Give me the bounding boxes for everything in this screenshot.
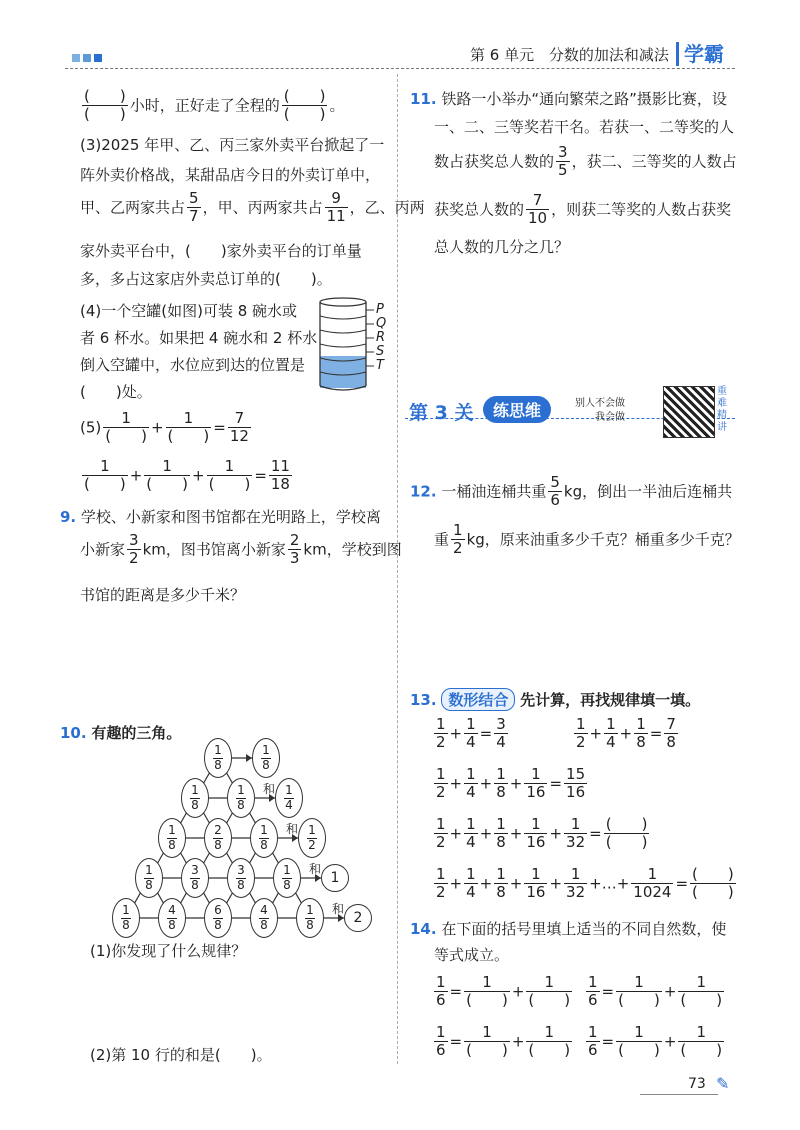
- triangle-cell: $\frac{2}{8}$: [204, 818, 232, 858]
- triangle-diagram: [90, 740, 390, 940]
- triangle-cell: $\frac{1}{8}$: [135, 858, 163, 898]
- header-unit: 第 6 单元 分数的加法和减法: [470, 46, 669, 64]
- q11-line4: 获奖总人数的 $\frac{7}{10}$ ，则获二等奖的人数占获奖: [434, 191, 732, 228]
- sum-label: 和: [309, 862, 322, 876]
- triangle-cell: $\frac{6}{8}$: [204, 898, 232, 938]
- q14-line2: 等式成立。: [434, 946, 510, 964]
- top-line: $\frac{( )}{( )}$ 小时，正好走了全程的 $\frac{( )}{( )}$ 。: [84, 87, 345, 124]
- level-label: 第 3 关: [409, 402, 474, 424]
- q5-line1: (5) $\frac{1}{( )}$ + $\frac{1}{( )}$ = $\frac{7}{12}$: [80, 409, 249, 446]
- q11-line3: 数占获奖总人数的 $\frac{3}{5}$ ，获二、三等奖的人数占: [434, 143, 737, 180]
- q13-eq5: $\frac{1}{2}$ + $\frac{1}{4}$ + $\frac{1}{8}$ + $\frac{1}{16}$ + $\frac{1}{32}$ +…+ $\frac{1}{1024}$ = $\frac{( )}{( )}$: [436, 865, 734, 902]
- q14-eq1: $\frac{1}{6}$ = $\frac{1}{( )}$ + $\frac{1}{( )}$: [436, 973, 571, 1010]
- q14-eq2: $\frac{1}{6}$ = $\frac{1}{( )}$ + $\frac{1}{( )}$: [588, 973, 723, 1010]
- q12-line1: 12. 一桶油连桶共重 $\frac{5}{6}$ kg，倒出一半油后连桶共: [410, 473, 733, 510]
- q10-sub1: (1)你发现了什么规律？: [90, 942, 247, 960]
- qr-code[interactable]: [663, 386, 715, 438]
- triangle-cell: $\frac{1}{8}$: [158, 818, 186, 858]
- triangle-cell: $\frac{1}{8}$: [112, 898, 140, 938]
- triangle-cell: $\frac{1}{8}$: [296, 898, 324, 938]
- sum-label: 和: [263, 782, 276, 796]
- q9-line2: 小新家 $\frac{3}{2}$ km，图书馆离小新家 $\frac{2}{3}$ km，学校到图: [80, 531, 402, 568]
- q11-line2: 一、二、三等奖若干名。若获一、二等奖的人: [434, 118, 735, 136]
- water-can-figure: [318, 296, 388, 392]
- level-name: 练思维: [483, 396, 551, 423]
- q4-line1: (4)一个空罐(如图)可装 8 碗水或: [80, 302, 298, 320]
- triangle-cell: $\frac{1}{8}$: [204, 738, 232, 778]
- header-decoration: [72, 48, 102, 66]
- level-banner: [405, 386, 735, 440]
- header-rule: [65, 68, 735, 69]
- level-note1: 别人不会做: [575, 398, 625, 409]
- can-label-t: T: [376, 358, 384, 373]
- triangle-cell: $\frac{1}{8}$: [273, 858, 301, 898]
- q4-line3: 倒入空罐中，水位应到达的位置是: [80, 356, 306, 374]
- pencil-icon: ✎: [716, 1074, 730, 1093]
- q3-line1: (3)2025 年甲、乙、丙三家外卖平台掀起了一: [80, 136, 385, 154]
- triangle-cell: $\frac{1}{8}$: [181, 778, 209, 818]
- q14-eq4: $\frac{1}{6}$ = $\frac{1}{( )}$ + $\frac{1}{( )}$: [588, 1023, 723, 1060]
- brand-logo: 学霸: [676, 38, 724, 67]
- q3-line2: 阵外卖价格战，某甜品店今日的外卖订单中，: [80, 166, 381, 184]
- q12-line2: 重 $\frac{1}{2}$ kg，原来油重多少千克？桶重多少千克？: [434, 521, 740, 558]
- triangle-cell: $\frac{3}{8}$: [227, 858, 255, 898]
- q10-sub2: (2)第 10 行的和是( )。: [90, 1046, 272, 1064]
- q14-line1: 14. 在下面的括号里填上适当的不同自然数，使: [410, 920, 727, 938]
- triangle-row-sum: $\frac{1}{4}$: [275, 778, 303, 818]
- footer-rule: [640, 1094, 718, 1095]
- triangle-cell: $\frac{4}{8}$: [250, 898, 278, 938]
- q3-line4: 家外卖平台中，( )家外卖平台的订单量: [80, 242, 362, 260]
- sum-label: 和: [286, 822, 299, 836]
- triangle-row-sum: $\frac{1}{2}$: [298, 818, 326, 858]
- q13-eq3: $\frac{1}{2}$ + $\frac{1}{4}$ + $\frac{1}{8}$ + $\frac{1}{16}$ = $\frac{15}{16}$: [436, 765, 586, 802]
- can-label-p: P: [376, 302, 384, 317]
- level-note2: 我会做: [595, 412, 625, 423]
- triangle-row-sum: 1: [321, 864, 349, 892]
- q9-line3: 书馆的距离是多少千米？: [80, 586, 246, 604]
- page-number: 73: [688, 1076, 706, 1092]
- header-title: 分数的加法和减法: [548, 46, 669, 64]
- q4-line4: ( )处。: [80, 383, 152, 401]
- triangle-cell: $\frac{1}{8}$: [250, 818, 278, 858]
- triangle-cell: $\frac{1}{8}$: [227, 778, 255, 818]
- triangle-row-sum: 2: [344, 904, 372, 932]
- q5-line2: $\frac{1}{( )}$ + $\frac{1}{( )}$ + $\frac{1}{( )}$ = $\frac{11}{18}$: [84, 457, 290, 494]
- q13-eq1: $\frac{1}{2}$ + $\frac{1}{4}$ = $\frac{3}{4}$: [436, 715, 506, 752]
- q10-title: 10. 有趣的三角。: [60, 724, 182, 742]
- triangle-cell: $\frac{3}{8}$: [181, 858, 209, 898]
- q13-eq4: $\frac{1}{2}$ + $\frac{1}{4}$ + $\frac{1}{8}$ + $\frac{1}{16}$ + $\frac{1}{32}$ = $\frac{( )}{( )}$: [436, 815, 648, 852]
- triangle-row-sum: $\frac{1}{8}$: [252, 738, 280, 778]
- side-label: 重难精讲: [717, 386, 727, 433]
- q9-line1: 9. 学校、小新家和图书馆都在光明路上，学校离: [60, 508, 381, 526]
- sum-label: 和: [332, 902, 345, 916]
- q4-line2: 者 6 杯水。如果把 4 碗水和 2 杯水: [80, 329, 318, 347]
- q11-line5: 总人数的几分之几？: [434, 238, 570, 256]
- q13-eq2: $\frac{1}{2}$ + $\frac{1}{4}$ + $\frac{1}{8}$ = $\frac{7}{8}$: [576, 715, 676, 752]
- q14-eq3: $\frac{1}{6}$ = $\frac{1}{( )}$ + $\frac{1}{( )}$: [436, 1023, 571, 1060]
- q13-tag: 数形结合: [441, 688, 515, 711]
- q11-line1: 11. 铁路一小举办“通向繁荣之路”摄影比赛，设: [410, 90, 727, 108]
- q13-title: 13. 数形结合 先计算，再找规律填一填。: [410, 688, 700, 711]
- can-label-s: S: [376, 344, 385, 359]
- q3-line5: 多，多占这家店外卖总订单的( )。: [80, 270, 332, 288]
- can-label-q: Q: [376, 316, 387, 331]
- triangle-cell: $\frac{4}{8}$: [158, 898, 186, 938]
- q3-line3: 甲、乙两家共占 $\frac{5}{7}$ ，甲、丙两家共占 $\frac{9}{11}$ ，乙、丙两: [80, 189, 425, 226]
- can-label-r: R: [376, 330, 386, 345]
